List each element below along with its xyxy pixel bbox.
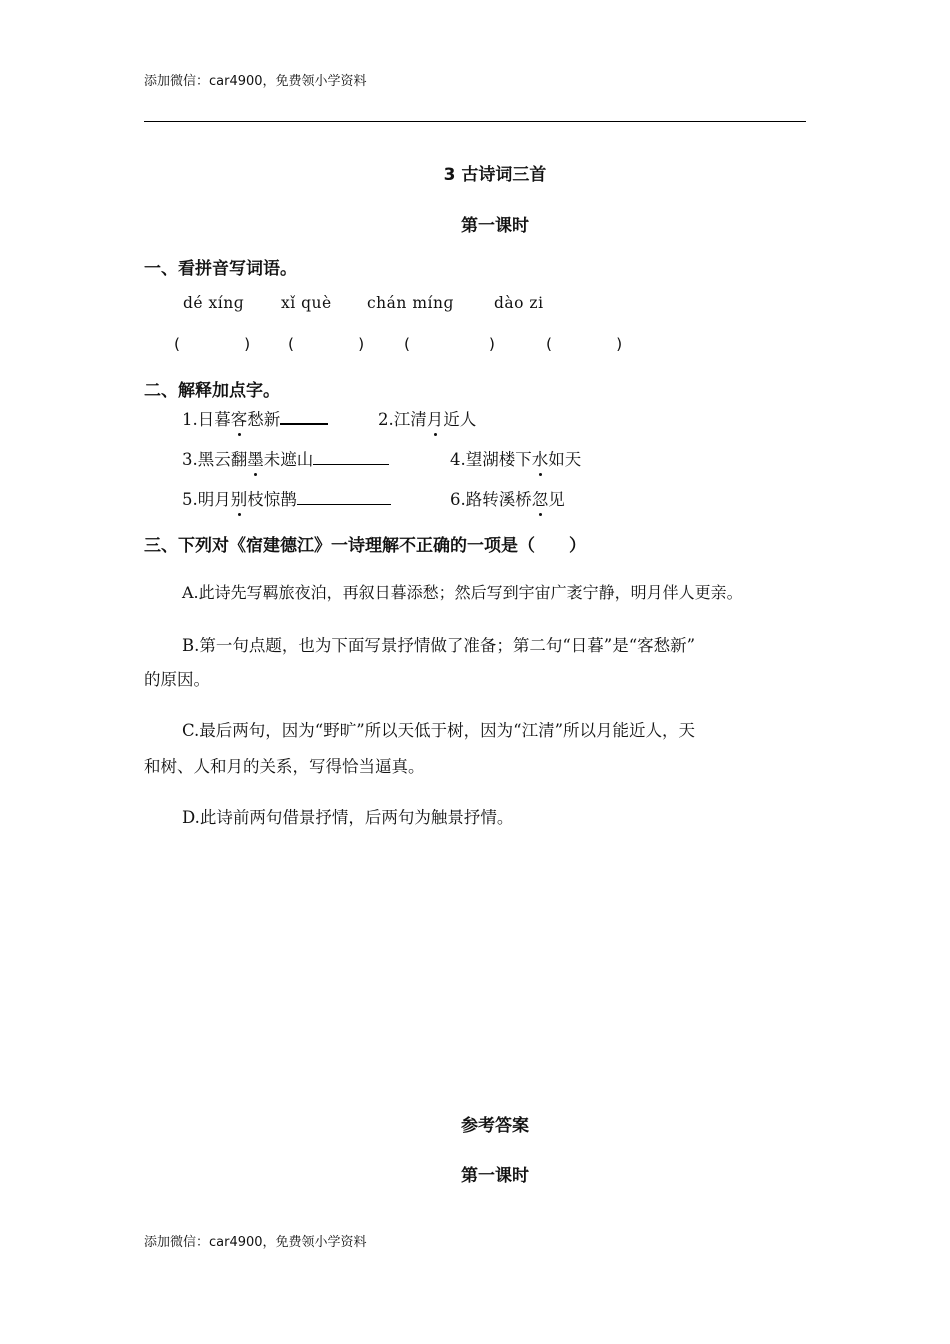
dotted-char: 客 (231, 406, 248, 430)
pinyin-2: xǐ què (281, 294, 332, 312)
explain-item-5 (182, 486, 391, 510)
dotted-char: 水 (532, 446, 549, 470)
item-text: 枝惊鹊 (247, 490, 297, 509)
page-title: 3 古诗词三首 (443, 165, 547, 185)
item-text: 未遮山 (263, 450, 314, 469)
dotted-char: 墨 (247, 446, 264, 470)
explain-item-4 (450, 446, 581, 470)
answer-box-2[interactable]: ( ) (288, 335, 365, 353)
answer-box-3[interactable]: ( ) (404, 335, 495, 353)
section-2-heading: 二、解释加点字。 (144, 381, 280, 401)
explain-item-6 (450, 486, 565, 510)
option-b-continued: 的原因。 (144, 670, 210, 689)
pinyin-3: chán mínɡ (367, 294, 454, 312)
page-footer: 添加微信：car4900，免费领小学资料 (144, 1235, 367, 1250)
answers-subtitle: 第一课时 (461, 1166, 529, 1186)
option-d[interactable]: D.此诗前两句借景抒情，后两句为触景抒情。 (182, 808, 514, 827)
answer-blank[interactable] (297, 488, 391, 506)
item-number: 2. (378, 410, 394, 429)
option-a[interactable]: A.此诗先写羁旅夜泊，再叙日暮添愁；然后写到宇宙广袤宁静，明月伴人更亲。 (182, 583, 743, 602)
option-b[interactable]: B.第一句点题，也为下面写景抒情做了准备；第二句“日暮”是“客愁新” (182, 636, 696, 655)
header-divider (144, 121, 806, 122)
item-text: 近人 (443, 410, 477, 429)
pinyin-1: dé xínɡ (183, 294, 245, 312)
option-c[interactable]: C.最后两句，因为“野旷”所以天低于树，因为“江清”所以月能近人，天 (182, 721, 696, 740)
explain-item-3 (182, 446, 389, 470)
dotted-char: 别 (231, 486, 248, 510)
item-number: 1. (182, 410, 198, 429)
item-number: 3. (182, 450, 198, 469)
answer-blank[interactable] (280, 407, 328, 426)
dotted-char: 月 (427, 406, 444, 430)
item-text: 江清 (393, 410, 427, 429)
page-header: 添加微信：car4900，免费领小学资料 (144, 74, 367, 89)
answers-heading: 参考答案 (461, 1116, 529, 1136)
item-number: 4. (450, 450, 466, 469)
section-3-heading: 三、下列对《宿建德江》一诗理解不正确的一项是（ ） (144, 536, 586, 556)
option-c-continued: 和树、人和月的关系，写得恰当逼真。 (144, 757, 425, 776)
item-text: 望湖楼下 (465, 450, 532, 469)
explain-item-1 (182, 406, 328, 430)
item-text: 见 (548, 490, 565, 509)
pinyin-4: dào zi (494, 294, 544, 312)
item-text: 日暮 (197, 410, 231, 429)
item-number: 6. (450, 490, 466, 509)
item-text: 愁新 (247, 410, 281, 429)
section-1-heading: 一、看拼音写词语。 (144, 259, 297, 279)
item-text: 如天 (548, 450, 582, 469)
answer-box-1[interactable]: ( ) (174, 335, 251, 353)
item-text: 明月 (197, 490, 231, 509)
page-subtitle: 第一课时 (461, 216, 529, 236)
answer-blank[interactable] (313, 448, 389, 466)
answer-box-4[interactable]: ( ) (546, 335, 623, 353)
explain-item-2 (378, 406, 476, 430)
item-number: 5. (182, 490, 198, 509)
dotted-char: 忽 (532, 486, 549, 510)
item-text: 黑云翻 (197, 450, 248, 469)
item-text: 路转溪桥 (465, 490, 532, 509)
